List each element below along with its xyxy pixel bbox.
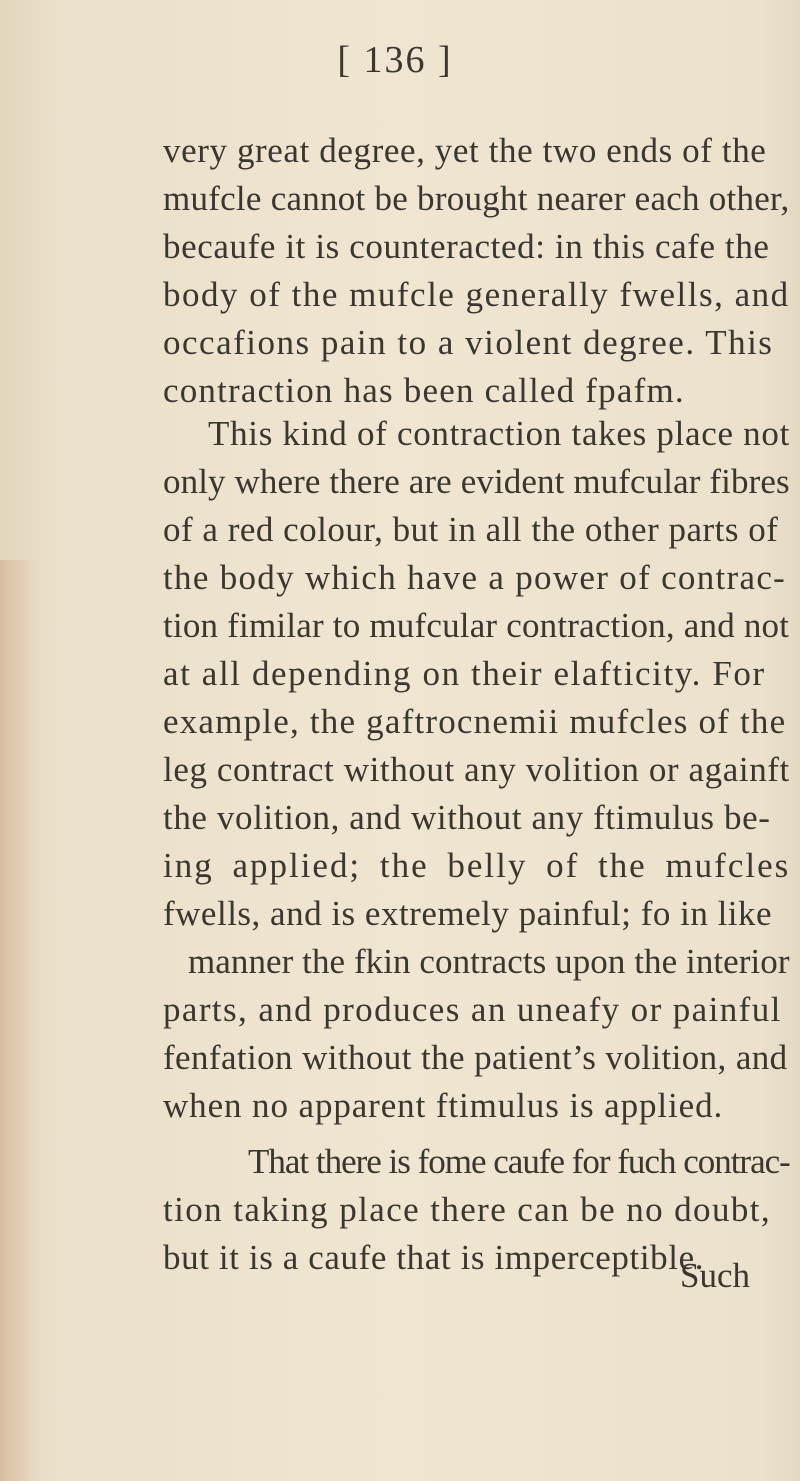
text-line: becaufe it is counteracted: in this cafe the [163, 227, 770, 266]
page-number: [ 136 ] [337, 39, 453, 81]
text-line: of a red colour, but in all the other parts of [163, 510, 779, 549]
text-line: at all depending on their elafticity. For [163, 654, 766, 693]
text-line: the body which have a power of contrac- [163, 558, 787, 597]
text-line: That there is fome caufe for fuch contrac- [248, 1142, 790, 1181]
text-line: mufcle cannot be brought nearer each other, [163, 179, 790, 218]
text-line: This kind of contraction takes place not [208, 414, 791, 453]
text-line: only where there are evident mufcular fibres [163, 462, 790, 501]
text-line: leg contract without any volition or againft [163, 750, 790, 789]
text-line: contraction has been called fpafm. [163, 371, 685, 410]
text-line: parts, and produces an uneafy or painful [163, 990, 782, 1029]
text-line: when no apparent ftimulus is applied. [163, 1086, 724, 1125]
page-edge-stain [0, 560, 40, 1481]
text-line: manner the fkin contracts upon the interior [188, 942, 790, 981]
text-line: fenfation without the patient’s volition, and [163, 1038, 788, 1077]
catchword: Such [680, 1256, 750, 1295]
text-line: body of the mufcle generally fwells, and [163, 275, 790, 314]
text-line: example, the gaftrocnemii mufcles of the [163, 702, 787, 741]
text-line: very great degree, yet the two ends of the [163, 131, 767, 170]
text-line: tion fimilar to mufcular contraction, and not [163, 606, 790, 645]
text-line: occafions pain to a violent degree. This [163, 323, 774, 362]
text-line: ing applied; the belly of the mufcles [163, 846, 791, 885]
text-line: but it is a caufe that is imperceptible. [163, 1238, 705, 1277]
text-line: tion taking place there can be no doubt, [163, 1190, 772, 1229]
text-line: fwells, and is extremely painful; fo in like [163, 894, 773, 933]
text-line: the volition, and without any ftimulus be- [163, 798, 771, 837]
